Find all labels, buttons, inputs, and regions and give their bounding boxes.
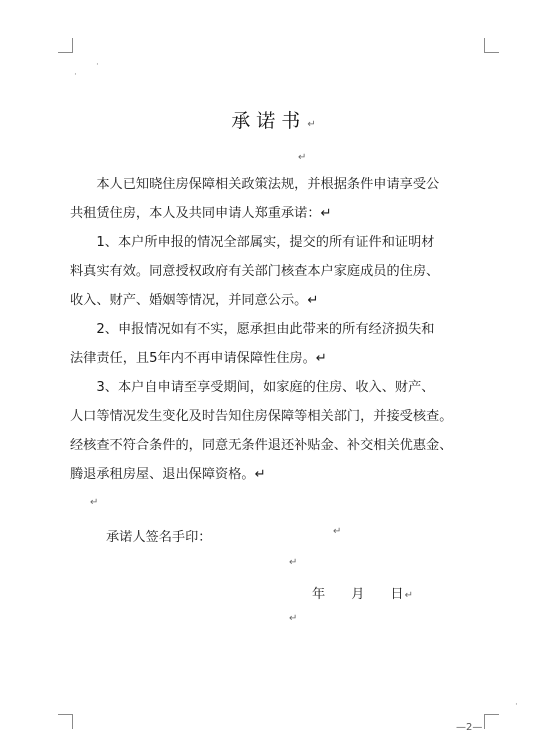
paragraph-mark-icon: ↵	[404, 590, 413, 601]
body-line: 腾退承租房屋、退出保障资格。↵	[70, 467, 266, 482]
paragraph-mark-icon: ↵	[298, 152, 307, 163]
body-line: 本人已知晓住房保障相关政策法规，并根据条件申请享受公	[70, 177, 440, 192]
paragraph-mark-icon: ↵	[307, 119, 322, 130]
body-line: 法律责任，且5年内不再申请保障性住房。↵	[70, 351, 327, 366]
layout-dot: ·	[96, 60, 99, 70]
page-number: —2—	[456, 722, 483, 733]
body-line: 1、本户所申报的情况全部属实，提交的所有证件和证明材	[70, 235, 435, 250]
body-line: 2、申报情况如有不实，愿承担由此带来的所有经济损失和	[70, 322, 435, 337]
crop-mark-bottom-right	[484, 714, 499, 729]
layout-dot: ·	[74, 70, 77, 80]
layout-dot: ·	[515, 700, 518, 710]
body-line: 收入、财产、婚姻等情况，并同意公示。↵	[70, 293, 319, 308]
paragraph-mark-icon: ↵	[90, 497, 99, 508]
date-year-label: 年	[312, 587, 326, 602]
crop-mark-bottom-left	[58, 714, 73, 729]
signer-label: 承诺人签名手印：	[106, 530, 212, 545]
body-line: 经核查不符合条件的，同意无条件退还补贴金、补交相关优惠金、	[70, 438, 453, 453]
document-title	[0, 106, 553, 133]
crop-mark-top-left	[58, 38, 73, 53]
date-month-label: 月	[351, 587, 365, 602]
document-title-text: 承诺书	[231, 110, 307, 132]
date-line	[312, 583, 413, 602]
date-day-label: 日	[390, 587, 404, 602]
crop-mark-top-right	[484, 38, 499, 53]
paragraph-mark-icon: ↵	[289, 613, 298, 624]
paragraph-mark-icon: ↵	[289, 557, 298, 568]
body-line: 人口等情况发生变化及时告知住房保障等相关部门，并接受核查。	[70, 409, 453, 424]
body-line: 共租赁住房，本人及共同申请人郑重承诺：↵	[70, 206, 332, 221]
body-line: 料真实有效。同意授权政府有关部门核查本户家庭成员的住房、	[70, 264, 440, 279]
body-line: 3、本户自申请至享受期间，如家庭的住房、收入、财产、	[70, 380, 435, 395]
paragraph-mark-icon: ↵	[333, 526, 342, 537]
